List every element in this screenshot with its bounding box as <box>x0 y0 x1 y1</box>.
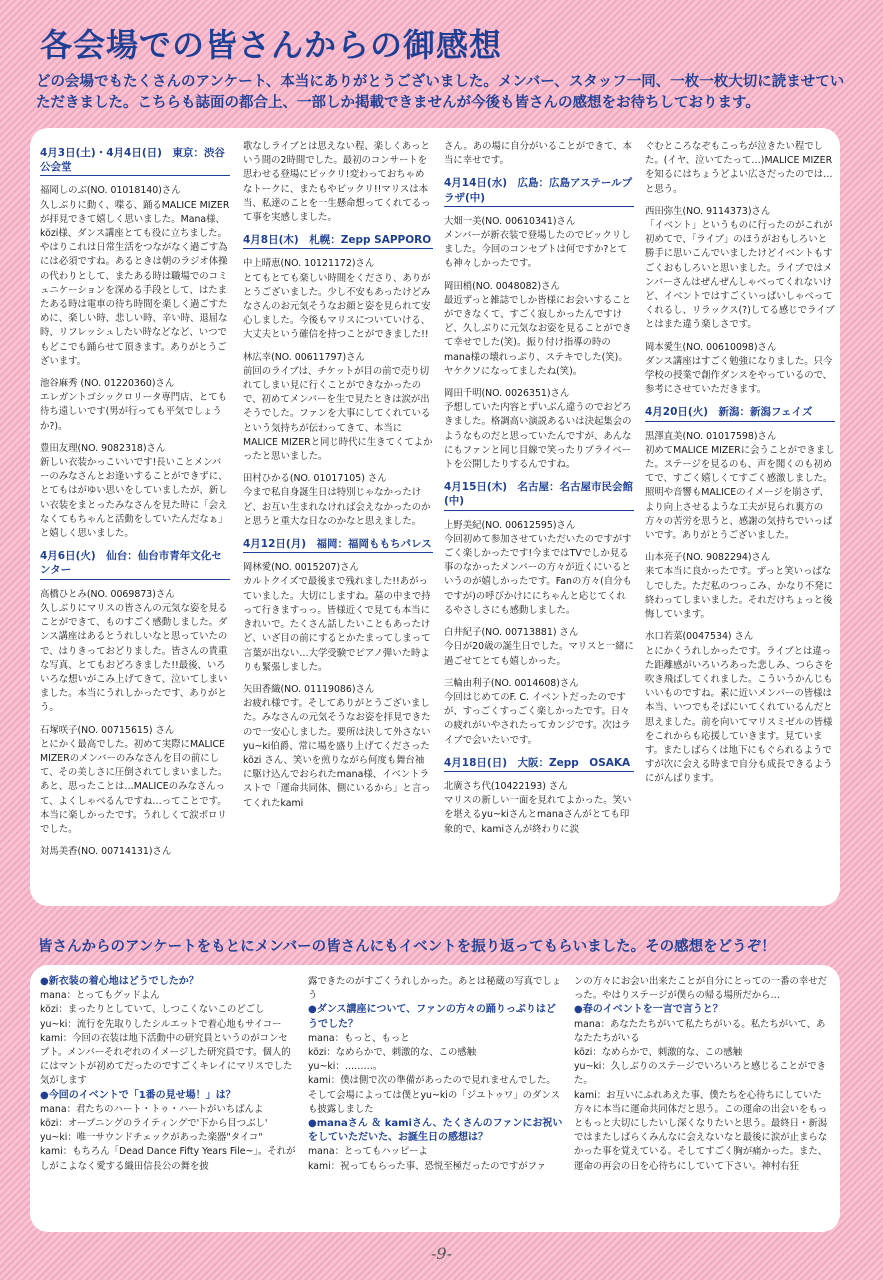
feedback-text: 予想していた内容とずいぶん違うのでおどろきました。格調高い演説あるいは決起集会のようなものだと思っていたんですが、あんなにもファンと同じ目線で笑ったりプライベートを公開したりするんですね。 <box>444 402 632 471</box>
feedback-text: とにかくうれしかったです。ライブとは違った距離感がいろいろあった悲しみ、つらさを吹き飛ばしてくれました。こういうかんじもいいものですね。素に近いメンバーの皆様は本当、いつでもそばにいてくれているんだと思えました。前を向いてマリスミゼルの皆様をこれからも応援していきます。見ています。またしばらくは地下にもぐられるようですが次に会える時まで自分も成長できるようにがんばります。 <box>645 645 833 785</box>
member-answer: közi：まったりとしていて、しつこくないこのどごし <box>40 1004 265 1016</box>
feedback-text: お疲れ様です。そしてありがとうございました。みなさんの元気そうなお姿を拝見できたので一安心しました。要所は決して外さないyu~ki伯爵、常に場を盛り上げてくださったközi さん、笑いを煎りながら何度も舞台袖に駆け込んでおられたmana様、イベントラストで「運命共同体、側にいるから」と言ってくれたkami <box>243 698 431 809</box>
feedback-entry <box>444 387 634 472</box>
member-section-heading: 皆さんからのアンケートをもとにメンバーの皆さんにもイベントを振り返ってもらいました。その感想をどうぞ！ <box>38 939 776 955</box>
feedback-text: 久しぶりに動く、喋る、踊るMALICE MIZERが拝見できて嬉しく思いました。Mana様、közi様、ダンス講座とても役に立ちました。やはりこれは日常生活をつながなく過ごす為には必須ですね。あるときは朝のラジオ体操の代わりとして、またある時は職場でのコミュニケーションを深める手段として、はたまたある時は電車の待ち時間を楽しく過ごすために、楽しい時、悲しい時、辛い時、退屈な時、リフレッシュしたい時などなど、いつでもどこでも踊らせて頂きます。ありがとうございます。 <box>40 199 230 367</box>
feedback-entry <box>444 140 634 168</box>
respondent-name: 高橋ひとみ(NO. 0069873)さん <box>40 588 175 600</box>
respondent-name: 岡田千明(NO. 0026351)さん <box>444 388 570 400</box>
question: ●manaさん ＆ kamiさん、たくさんのファンにお祝いをしていただいた、お誕生日の感想は？ <box>308 1118 563 1144</box>
feedback-text: カルトクイズで最後まで残れました!!あがっていました。大切にしますね。墓の中まで持って行きますっっ。皆様近くで見ても本当にきれいで。たくさん話したいこともあったけど、いざ目の前にするとかたまってしまって言葉が出ない…大学受験でピアノ弾いた時よりも緊張しました。 <box>243 576 431 673</box>
member-column <box>308 975 564 1225</box>
feedback-entry <box>645 630 835 786</box>
feedback-text: 新しい衣装かっこいいです!長いことメンバーのみなさんとお逢いすることができずに、とてもはがゆい思いをしていましたが、新しい衣装をまとったみなさんを見た時に「会えなくてもちゃんと活動をしていたんだなぁ」と嬉しく思いました。 <box>40 457 228 540</box>
feedback-entry <box>444 677 634 748</box>
feedback-text: ぐむところなぞもこっちが泣きたい程でした。(イヤ、泣いてたって…)MALICE MIZERを知るにはちょうどよい広さだったのでは…と思う。 <box>645 141 833 195</box>
respondent-name: 岡林愛(NO. 0015207)さん <box>243 562 359 574</box>
feedback-text: 最近ずっと雑誌でしか皆様にお会いすることができなくて、すごく寂しかったんですけど、久しぶりに元気なお姿を見ることができて幸せでした(笑)。振り付け指導の時のmana様の壊れっぷり、ステキでした(笑)。ヤケクソになってましたね(笑)。 <box>444 294 632 377</box>
feedback-entry <box>40 845 230 859</box>
member-answer: kami：もちろん「Dead Dance Fifty Years File~」。それがしがこよなく愛する織田信長公の舞を披 <box>40 1146 296 1172</box>
member-answer: yu~ki：唯一サウンドチェックがあった楽器"タイコ" <box>40 1132 263 1144</box>
respondent-name: 岡本愛生(NO. 00610098)さん <box>645 341 777 353</box>
venue-heading: 4月14日(水) 広島：広島アステールプラザ(中) <box>444 176 634 206</box>
page-title: 各会場での皆さんからの御感想 <box>40 26 503 64</box>
respondent-name: 田村ひかる(NO. 01017105) さん <box>243 473 387 485</box>
respondent-name: 矢田香織(NO. 01119086)さん <box>243 683 375 695</box>
member-answer: kami：祝ってもらった事、恐悦至極だったのですがファ <box>308 1160 547 1172</box>
feedback-text: さん。あの場に自分がいることができて、本当に幸せです。 <box>444 141 632 167</box>
feedback-column <box>645 140 835 900</box>
respondent-name: 岡田梢(NO. 0048082)さん <box>444 280 560 292</box>
respondent-name: 対馬美香(NO. 00714131)さん <box>40 846 172 858</box>
respondent-name: 石塚咲子(NO. 00715615) さん <box>40 724 175 736</box>
feedback-text: 今日が20歳の誕生日でした。マリスと一緒に過ごせてとても嬉しかった。 <box>444 641 634 667</box>
feedback-text: 来て本当に良かったです。ずっと笑いっぱなしでした。ただ私のつっこみ、かなり不発に終わってしまいました。それだけちょっと後悔しています。 <box>645 566 833 621</box>
member-answer: mana：君たちのハート・トゥ・ハートがいちばんよ <box>40 1103 264 1115</box>
page-number: -9- <box>431 1244 452 1263</box>
respondent-name: 上野美紀(NO. 00612595)さん <box>444 519 576 531</box>
respondent-name: 豊田友理(NO. 9082318)さん <box>40 442 166 454</box>
feedback-entry <box>243 257 433 342</box>
venue-heading: 4月20日(火) 新潟：新潟フェイズ <box>645 405 835 421</box>
venue-heading: 4月3日(土)・4月4日(日) 東京：渋谷公会堂 <box>40 146 230 176</box>
venue-heading: 4月12日(月) 福岡：福岡ももちパレス <box>243 537 433 553</box>
feedback-column <box>243 140 433 900</box>
member-answer: yu~ki：………。 <box>308 1061 383 1073</box>
member-answer: közi：オープニングのライティングで'下から目つぶし' <box>40 1118 268 1130</box>
member-answer: kami：お互いにふれあえた事、僕たちを心待ちにしていた方々に本当に運命共同体だと思う。この運命の出会いをもっともっと大切にしたいし深くなりたいと思う。最終日・新潟ではまたしばらくみんなに会えないなと最後に涙が止まらなかった事を覚えている。そしてすごく胸が痛かった。また、運命の再会の日を心待ちにしていて下さい。神村右狂 <box>574 1089 828 1172</box>
member-column <box>40 975 296 1225</box>
respondent-name: 三輪由利子(NO. 0014608)さん <box>444 677 579 689</box>
member-answer: kami：僕は側で次の準備があったので見れませんでした。そして会場によっては僕とyu~kiの「ジユトゥワ」のダンスも披露しました <box>308 1075 560 1115</box>
respondent-name: 大畑一美(NO. 00610341)さん <box>444 215 576 227</box>
venue-heading: 4月15日(木) 名古屋：名古屋市民会館(中) <box>444 480 634 510</box>
feedback-entry <box>645 430 835 544</box>
feedback-column <box>444 140 634 900</box>
respondent-name: 林広幸(NO. 00611797)さん <box>243 351 365 363</box>
feedback-text: 「イベント」というものに行ったのがこれが初めてで、「ライブ」のほうがおもしろいと勝手に思いこんでいましたけどイベントもすごくおもしろいと思いました。ライブではメンバーさんはぜんぜんしゃべってくれないけど、イベントではすごくいっぱいしゃべってくれるし、リラックス(?)してる感じでライブとはまた違う楽しさです。 <box>645 220 835 331</box>
feedback-entry <box>645 205 835 333</box>
member-answer: 露できたのがすごくうれしかった。あとは秘蔵の写真でしょう <box>308 976 562 1002</box>
feedback-entry <box>444 780 634 837</box>
feedback-columns <box>30 128 840 906</box>
venue-heading: 4月6日(火) 仙台：仙台市青年文化センター <box>40 549 230 579</box>
respondent-name: 西田弥生(NO. 9114373)さん <box>645 205 771 217</box>
member-answer: yu~ki：久しぶりのステージでいろいろと感じることができた。 <box>574 1061 827 1087</box>
member-answer: yu~ki：流行を先取りしたシルエットで着心地もサイコー <box>40 1018 282 1030</box>
member-answer: mana：とってもハッピーよ <box>308 1146 428 1158</box>
respondent-name: 北廣さち代(10422193) さん <box>444 780 568 792</box>
venue-heading: 4月8日(木) 札幌：Zepp SAPPORO <box>243 233 433 249</box>
respondent-name: 福岡しのぶ(NO. 01018140)さん <box>40 185 181 197</box>
feedback-text: ダンス講座はすごく勉強になりました。只今学校の授業で創作ダンスをやっているので、参考にさせていただきます。 <box>645 355 833 396</box>
member-answer: mana：とってもグッドよん <box>40 990 160 1002</box>
member-answer: kami：今回の衣装は地下活動中の研究員というのがコンセプト。メンバーそれぞれのイメージした研究員です。個人的にはマントが初めてだったのですごくキレイにマリスでした気がします <box>40 1032 293 1087</box>
feedback-entry <box>243 140 433 225</box>
feedback-text: 今回はじめてのF. C. イベントだったのですが、すっごくすっごく楽しかったです。日々の疲れがいやされたってカンジです。次はライブで会いたいです。 <box>444 691 631 746</box>
feedback-text: 前回のライブは、チケットが目の前で売り切れてしまい見に行くことができなかったので、初めてメンバーを生で見たときは涙が出そうでした。ファンを大事にしてくれているという気持ちが伝わってきて、本当にMALICE MIZERと同じ時代に生きてくてよかったと思いました。 <box>243 365 433 463</box>
member-column <box>574 975 830 1225</box>
feedback-entry <box>444 626 634 669</box>
feedback-entry <box>645 140 835 197</box>
feedback-text: メンバーが新衣装で登場したのでビックリしました。今回のコンセプトは何ですか?とても神々しかったです。 <box>444 230 631 270</box>
member-answer: ンの方々にお会い出来たことが自分にとっての一番の幸せだった。やはりステージが僕らの帰る場所だから… <box>574 976 827 1002</box>
feedback-entry <box>645 551 835 622</box>
feedback-text: とてもとても楽しい時間をくださり、ありがとうございました。少し不安もあったけどみなさんのお元気そうなお顔と姿を見られて安心しました。今後もマリスについていける、大丈夫という確信を持つことができました!! <box>243 272 431 341</box>
feedback-column <box>40 140 230 900</box>
feedback-text: 歌なしライブとは思えない程、楽しくあっという間の2時間でした。最初のコンサートを思わせる登場にビックリ!変わっておちゃめなトークに、またもやビックリ!!マリスは本当、私達のことを一生懸命想ってくれてるって事を実感しました。 <box>243 141 431 224</box>
feedback-text: 今まで私自身誕生日は特別じゃなかったけど、お互い生まれなければ会えなかったのかと思うと重大な日なのかなと思えました。 <box>243 487 431 527</box>
respondent-name: 池谷麻秀 (NO. 01220360)さん <box>40 378 175 390</box>
feedback-entry <box>40 184 230 369</box>
respondent-name: 白井紀子(NO. 00713881) さん <box>444 627 579 639</box>
feedback-entry <box>40 724 230 838</box>
feedback-text: マリスの新しい一面を見れてよかった。笑いを堪えるyu~kiさんとmanaさんがとても印象的で、kamiさんが終わりに涙 <box>444 795 632 835</box>
member-answer: közi：なめらかで、刺激的な、この感触 <box>574 1047 743 1059</box>
feedback-entry <box>444 519 634 618</box>
feedback-entry <box>243 351 433 465</box>
member-answer: mana：もっと、もっと <box>308 1032 410 1044</box>
feedback-panel <box>30 128 840 906</box>
feedback-entry <box>243 683 433 811</box>
member-answer: közi：なめらかで、刺激的な、この感触 <box>308 1047 477 1059</box>
feedback-entry <box>40 442 230 541</box>
feedback-text: 久しぶりにマリスの皆さんの元気な姿を見ることができて、ものすごく感動しました。ダンス講座はあるとうれしいなと思っていたので、はりきっておどりました。皆さんの貴重な写真、とてもおどろきました!!最後、いろいろな想いがこみ上げてきて、泣いてしまいました。本当にうれしかったです、ありがとう。 <box>40 602 228 714</box>
feedback-entry <box>40 377 230 434</box>
respondent-name: 中上晴恵(NO. 10121172)さん <box>243 258 375 270</box>
intro-text: どの会場でもたくさんのアンケート、本当にありがとうございました。メンバー、スタッフ一同、一枚一枚大切に読ませていただきました。こちらも誌面の都合上、一部しか掲載できませんが今後も皆さんの感想をお待ちしております。 <box>36 74 845 111</box>
feedback-entry <box>645 341 835 398</box>
feedback-entry <box>40 588 230 716</box>
question: ●新衣装の着心地はどうでしたか？ <box>40 976 199 987</box>
feedback-entry <box>243 472 433 529</box>
venue-heading: 4月18日(日) 大阪：Zepp OSAKA <box>444 756 634 772</box>
question: ●今回のイベントで「1番の見せ場！」は？ <box>40 1089 236 1101</box>
feedback-text: 今回初めて参加させていただいたのですがすごく楽しかったです!今まではTVでしか見る事のなかったメンバーの方々が近くにいるというのが嬉しかったです。Fanの方々(自分もですが)の呼びかけににちゃんと応じてくれるやさしさにも感動しました。 <box>444 533 632 616</box>
feedback-entry <box>444 215 634 272</box>
feedback-entry <box>444 280 634 379</box>
respondent-name: 黒澤直美(NO. 01017598)さん <box>645 430 777 442</box>
member-columns <box>30 965 840 1232</box>
feedback-text: エレガントゴシックロリータ専門店、とても待ち遠しいです(男が行っても平気でしょうか?)。 <box>40 392 227 432</box>
respondent-name: 水口若菜(0047534) さん <box>645 631 754 643</box>
feedback-entry <box>243 561 433 675</box>
respondent-name: 山本亮子(NO. 9082294)さん <box>645 552 771 564</box>
question: ●春のイベントを一言で言うと？ <box>574 1004 723 1016</box>
member-answer: mana：あなたたちがいて私たちがいる。私たちがいて、あなたたちがいる <box>574 1018 826 1044</box>
question: ●ダンス講座について、ファンの方々の踊りっぷりはどうでした？ <box>308 1004 556 1030</box>
feedback-text: とにかく最高でした。初めて実際にMALICE MIZERのメンバーのみなさんを目の前にして、その美しさに圧倒されてしまいました。あと、思ったことは…MALICEのみなさんって、よくしゃべるんですね…ってことです。本当に楽しかったです。うれしくて涙ボロリでした。 <box>40 738 228 835</box>
member-panel <box>30 965 840 1232</box>
feedback-text: 初めてMALICE MIZERに会うことができました。ステージを見るのも、声を聞くのも初めてで、すごく嬉しくてすごく感激しました。照明や音響もMALICEのイメージを崩さず、より向上させるような工夫が見られ裏方の方々の苦労を思うと、感謝の気持ちでいっぱいです。ありがとうございました。 <box>645 444 835 542</box>
